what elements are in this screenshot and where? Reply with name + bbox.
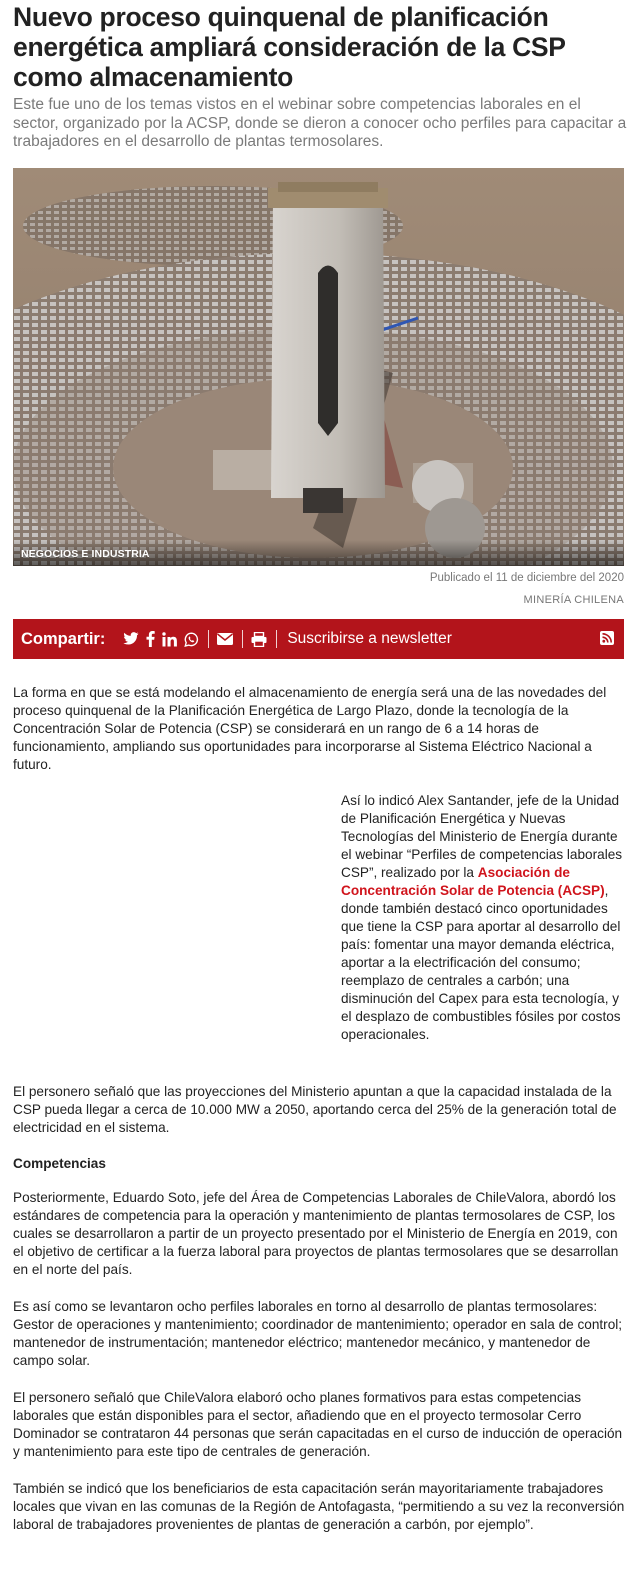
section-heading: Competencias [13, 1156, 106, 1171]
whatsapp-icon[interactable] [184, 629, 199, 649]
twitter-icon[interactable] [123, 629, 139, 649]
share-divider [276, 630, 277, 648]
quote-text-end: , donde también destacó cinco oportunidades que tiene la CSP para aportar al desarrollo del país: fomentar una mayor demanda eléctrica, aportar a la electrificación del consumo; reemplazo de centrales a carbón; una disminución del Capex para esta tecnología, y el desplazo de combustibles fósiles por costos operacionales. [341, 883, 621, 1042]
paragraph-3: El personero señaló que las proyecciones del Ministerio apuntan a que la capacidad instalada de la CSP pueda llegar a cerca de 10.000 MW a 2050, aportando cerca del 25% de la generación total de electricidad en el sistema. [13, 1084, 617, 1135]
quote-paragraph [341, 792, 623, 1044]
rss-icon[interactable] [600, 631, 614, 650]
image-caption-overlay [13, 540, 624, 566]
facebook-icon[interactable] [146, 629, 155, 649]
print-icon[interactable] [251, 629, 267, 649]
email-icon[interactable] [217, 629, 233, 649]
solar-tower-photo [13, 168, 624, 566]
acsp-link[interactable]: Asociación de Concentración Solar de Potencia (ACSP) [341, 865, 605, 898]
newsletter-link[interactable]: Suscribirse a newsletter [287, 630, 452, 647]
share-label: Compartir: [21, 629, 106, 648]
linkedin-icon[interactable] [162, 629, 177, 649]
hero-image [13, 168, 624, 566]
publish-date: Publicado el 11 de diciembre del 2020 [429, 572, 624, 584]
share-divider [208, 630, 209, 648]
paragraph-6: El personero señaló que ChileValora elaboró ocho planes formativos para estas competencias laborales que están disponibles para el sector, añadiendo que en el proyecto termosolar Cerro Dominador se contrataron 44 personas que serán capacitadas en el curso de inducción de operación y mantenimiento para este tipo de centrales de generación. [13, 1390, 623, 1459]
category-label[interactable]: NEGOCIOS E INDUSTRIA [21, 548, 150, 560]
share-divider [242, 630, 243, 648]
source-label: MINERÍA CHILENA [523, 594, 624, 606]
paragraph-4: Posteriormente, Eduardo Soto, jefe del Área de Competencias Laborales de ChileValora, abordó los estándares de competencia para la operación y mantenimiento de plantas termosolares de CSP, los cuales se desarrollaron a partir de un proyecto presentado por el Ministerio de Energía en 2019, con el objetivo de certificar a la fuerza laboral para proyectos de plantas termosolares que se desarrollan en el norte del país. [13, 1190, 619, 1277]
share-bar [13, 619, 624, 659]
paragraph-7: También se indicó que los beneficiarios de esta capacitación serán mayoritariamente trabajadores locales que vivan en las comunas de la Región de Antofagasta, “permitiendo a su vez la reconversión laboral de trabajadores provenientes de plantas de generación a carbón, por ejemplo”. [13, 1481, 625, 1532]
paragraph-1: La forma en que se está modelando el almacenamiento de energía será una de las novedades del proceso quinquenal de la Planificación Energética de Largo Plazo, donde la tecnología de la Concentración Solar de Potencia (CSP) se considerará en un rango de 6 a 14 horas de funcionamiento, ampliando sus oportunidades para incorporarse al Sistema Eléctrico Nacional a futuro. [13, 685, 607, 772]
article-lead: Este fue uno de los temas vistos en el webinar sobre competencias laborales en el sector, organizado por la ACSP, donde se dieron a conocer ocho perfiles para capacitar a trabajadores en el desarrollo de plantas termosolares. [13, 96, 627, 150]
quote-text: Así lo indicó Alex Santander, jefe de la Unidad de Planificación Energética y Nuevas Tecnologías del Ministerio de Energía durante el webinar “Perfiles de competencias laborales CSP”, realizado por la [341, 793, 623, 880]
share-icons [123, 629, 285, 649]
paragraph-5: Es así como se levantaron ocho perfiles laborales en torno al desarrollo de plantas termosolares: Gestor de operaciones y mantenimiento; coordinador de mantenimiento; operador en sala de control; mantenedor de instrumentación; mantenedor eléctrico; mantenedor mecánico, y mantenedor de campo solar. [13, 1299, 623, 1368]
article-title: Nuevo proceso quinquenal de planificación energética ampliará consideración de la CSP como almacenamiento [13, 2, 566, 92]
